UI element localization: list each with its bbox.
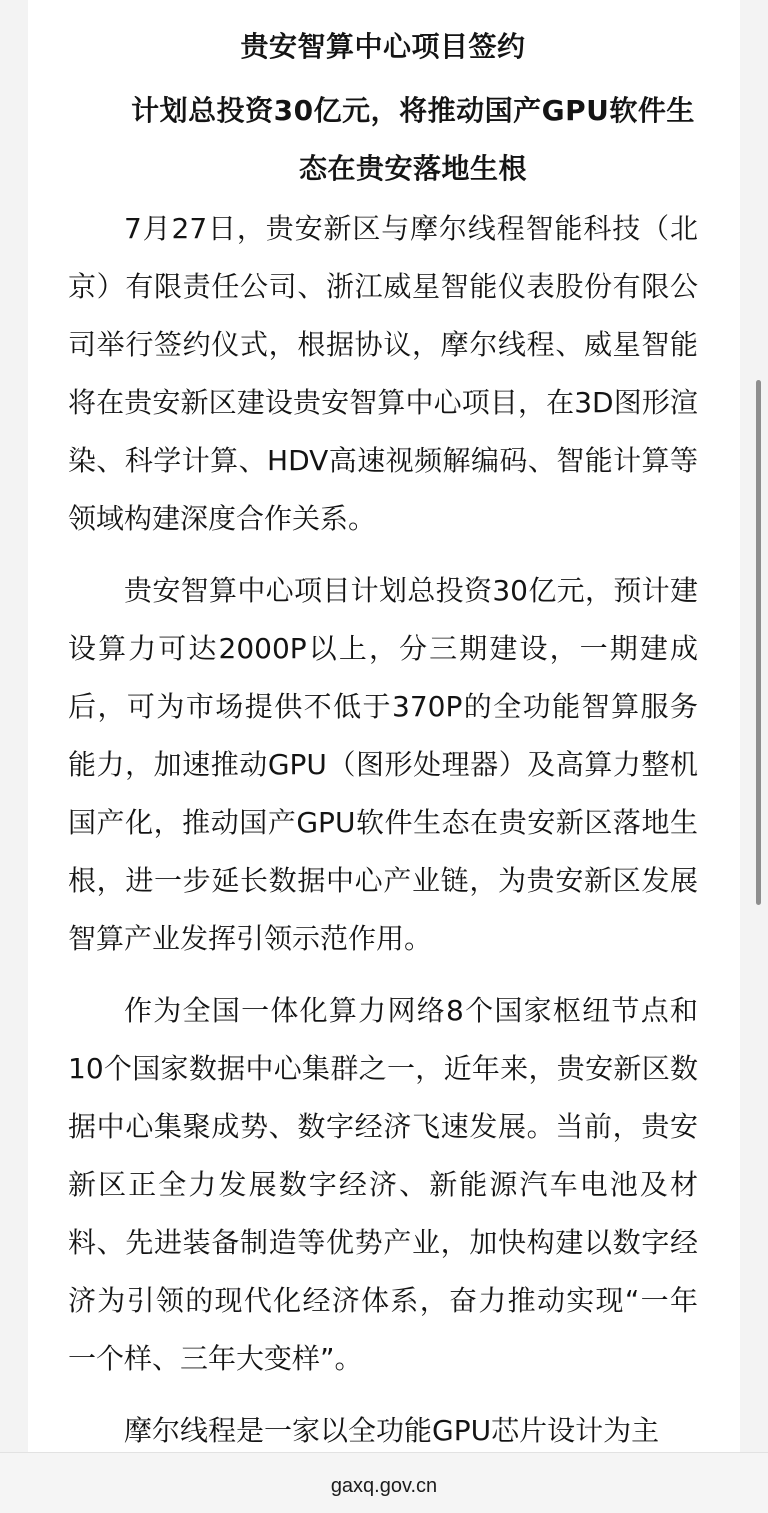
address-domain[interactable]: gaxq.gov.cn bbox=[330, 1475, 438, 1497]
article-subtitle: 计划总投资30亿元，将推动国产GPU软件生态在贵安落地生根 bbox=[131, 94, 695, 185]
article-title: 贵安智算中心项目签约 bbox=[240, 30, 526, 63]
scrollbar-thumb[interactable] bbox=[756, 380, 761, 905]
article-body bbox=[28, 0, 740, 1452]
address-bar[interactable] bbox=[0, 1452, 768, 1513]
article-paragraph: 贵安智算中心项目计划总投资30亿元，预计建设算力可达2000P以上，分三期建设，一期建成后，可为市场提供不低于370P的全功能智算服务能力，加速推动GPU（图形处理器）及高算力整机国产化，推动国产GPU软件生态在贵安新区落地生根，进一步延长数据中心产业链，为贵安新区发展智算产业发挥引领示范作用。 bbox=[68, 574, 698, 955]
article-paragraph: 作为全国一体化算力网络8个国家枢纽节点和10个国家数据中心集群之一，近年来，贵安新区数据中心集聚成势、数字经济飞速发展。当前，贵安新区正全力发展数字经济、新能源汽车电池及材料、先进装备制造等优势产业，加快构建以数字经济为引领的现代化经济体系，奋力推动实现“一年一个样、三年大变样”。 bbox=[68, 994, 698, 1375]
article-paragraph: 摩尔线程是一家以全功能GPU芯片设计为主 bbox=[124, 1414, 660, 1447]
article-paragraph: 7月27日，贵安新区与摩尔线程智能科技（北京）有限责任公司、浙江威星智能仪表股份有限公司举行签约仪式，根据协议，摩尔线程、威星智能将在贵安新区建设贵安智算中心项目，在3D图形渲染、科学计算、HDV高速视频解编码、智能计算等领域构建深度合作关系。 bbox=[68, 212, 698, 535]
